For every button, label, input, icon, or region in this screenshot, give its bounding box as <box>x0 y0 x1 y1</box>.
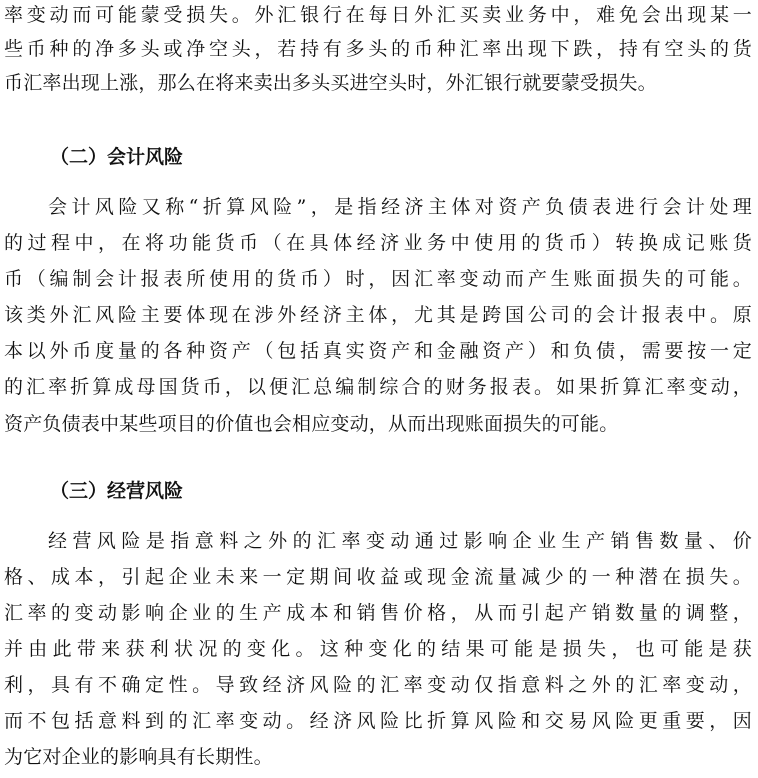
text-line: 而不包括意料到的汇率变动。经济风险比折算风险和交易风险更重要，因 <box>4 710 752 732</box>
text-line: 本以外币度量的各种资产（包括真实资产和金融资产）和负债，需要按一定 <box>4 340 752 362</box>
text-line: 的过程中，在将功能货币（在具体经济业务中使用的货币）转换成记账货 <box>4 232 752 254</box>
text-line: 会计风险又称“折算风险”，是指经济主体对资产负债表进行会计处理 <box>48 196 752 218</box>
text-line: 利，具有不确定性。导致经济风险的汇率变动仅指意料之外的汇率变动， <box>4 674 752 696</box>
text-line: 经营风险是指意料之外的汇率变动通过影响企业生产销售数量、价 <box>48 530 752 552</box>
text-line: 资产负债表中某些项目的价值也会相应变动，从而出现账面损失的可能。 <box>4 413 619 435</box>
section-heading-operating-risk: （三）经营风险 <box>50 480 184 502</box>
text-line: 并由此带来获利状况的变化。这种变化的结果可能是损失，也可能是获 <box>4 638 752 660</box>
text-line: 该类外汇风险主要体现在涉外经济主体，尤其是跨国公司的会计报表中。原 <box>4 304 752 326</box>
text-line: 为它对企业的影响具有长期性。 <box>4 746 273 768</box>
text-line: 币（编制会计报表所使用的货币）时，因汇率变动而产生账面损失的可能。 <box>4 268 752 290</box>
text-line: 格、成本，引起企业未来一定期间收益或现金流量减少的一种潜在损失。 <box>4 566 752 588</box>
text-line: 汇率的变动影响企业的生产成本和销售价格，从而引起产销数量的调整， <box>4 602 752 624</box>
text-line: 的汇率折算成母国货币，以便汇总编制综合的财务报表。如果折算汇率变动， <box>4 376 752 398</box>
text-line: 率变动而可能蒙受损失。外汇银行在每日外汇买卖业务中，难免会出现某一 <box>4 4 752 26</box>
text-line: 币汇率出现上涨，那么在将来卖出多头买进空头时，外汇银行就要蒙受损失。 <box>4 72 657 94</box>
text-line: 些币种的净多头或净空头，若持有多头的币种汇率出现下跌，持有空头的货 <box>4 38 752 60</box>
section-heading-accounting-risk: （二）会计风险 <box>50 146 184 168</box>
